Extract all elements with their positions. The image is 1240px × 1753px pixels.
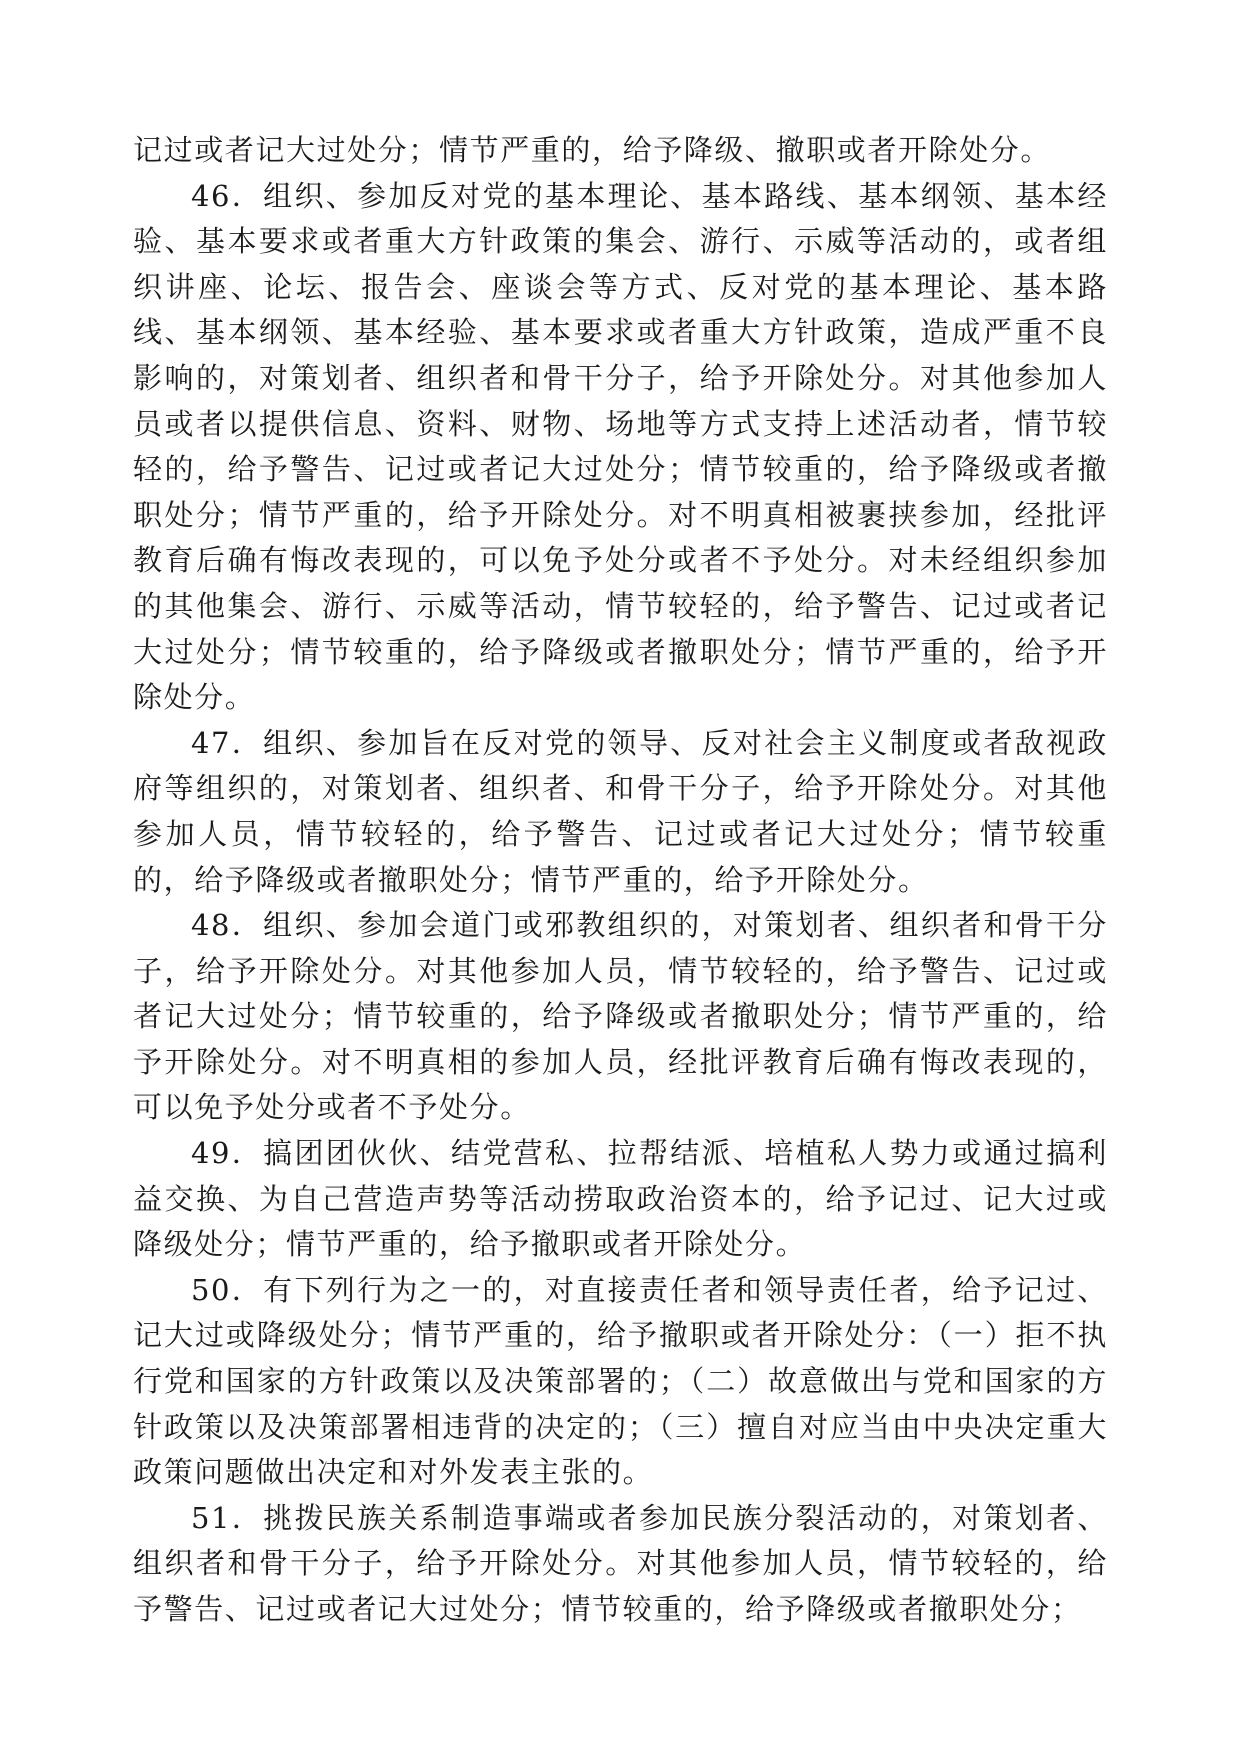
- paragraph-continuation: 记过或者记大过处分；情节严重的，给予降级、撤职或者开除处分。: [133, 133, 1052, 167]
- paragraph-clause-51: 51．挑拨民族关系制造事端或者参加民族分裂活动的，对策划者、组织者和骨干分子，给予开除处分。对其他参加人员，情节较轻的，给予警告、记过或者记大过处分；情节较重的，给予降级或者撤职处分；: [133, 1500, 1108, 1626]
- paragraph-clause-49: 49．搞团团伙伙、结党营私、拉帮结派、培植私人势力或通过搞利益交换、为自己营造声势等活动捞取政治资本的，给予记过、记大过或降级处分；情节严重的，给予撤职或者开除处分。: [133, 1136, 1108, 1262]
- paragraph-clause-48: 48．组织、参加会道门或邪教组织的，对策划者、组织者和骨干分子，给予开除处分。对其他参加人员，情节较轻的，给予警告、记过或者记大过处分；情节较重的，给予降级或者撤职处分；情节严重的，给予开除处分。对不明真相的参加人员，经批评教育后确有悔改表现的，可以免予处分或者不予处分。: [133, 908, 1108, 1125]
- document-body: [133, 128, 1108, 1633]
- paragraph-clause-50: 50．有下列行为之一的，对直接责任者和领导责任者，给予记过、记大过或降级处分；情节严重的，给予撤职或者开除处分：（一）拒不执行党和国家的方针政策以及决策部署的；（二）故意做出与党和国家的方针政策以及决策部署相违背的决定的；（三）擅自对应当由中央决定重大政策问题做出决定和对外发表主张的。: [133, 1272, 1108, 1490]
- paragraph-clause-47: 47．组织、参加旨在反对党的领导、反对社会主义制度或者敌视政府等组织的，对策划者、组织者、和骨干分子，给予开除处分。对其他参加人员，情节较轻的，给予警告、记过或者记大过处分；情节较重的，给予降级或者撤职处分；情节严重的，给予开除处分。: [133, 725, 1108, 897]
- paragraph-clause-46: 46．组织、参加反对党的基本理论、基本路线、基本纲领、基本经验、基本要求或者重大方针政策的集会、游行、示威等活动的，或者组织讲座、论坛、报告会、座谈会等方式、反对党的基本理论、基本路线、基本纲领、基本经验、基本要求或者重大方针政策，造成严重不良影响的，对策划者、组织者和骨干分子，给予开除处分。对其他参加人员或者以提供信息、资料、财物、场地等方式支持上述活动者，情节较轻的，给予警告、记过或者记大过处分；情节较重的，给予降级或者撤职处分；情节严重的，给予开除处分。对不明真相被裹挟参加，经批评教育后确有悔改表现的，可以免予处分或者不予处分。对未经组织参加的其他集会、游行、示威等活动，情节较轻的，给予警告、记过或者记大过处分；情节较重的，给予降级或者撤职处分；情节严重的，给予开除处分。: [133, 178, 1108, 715]
